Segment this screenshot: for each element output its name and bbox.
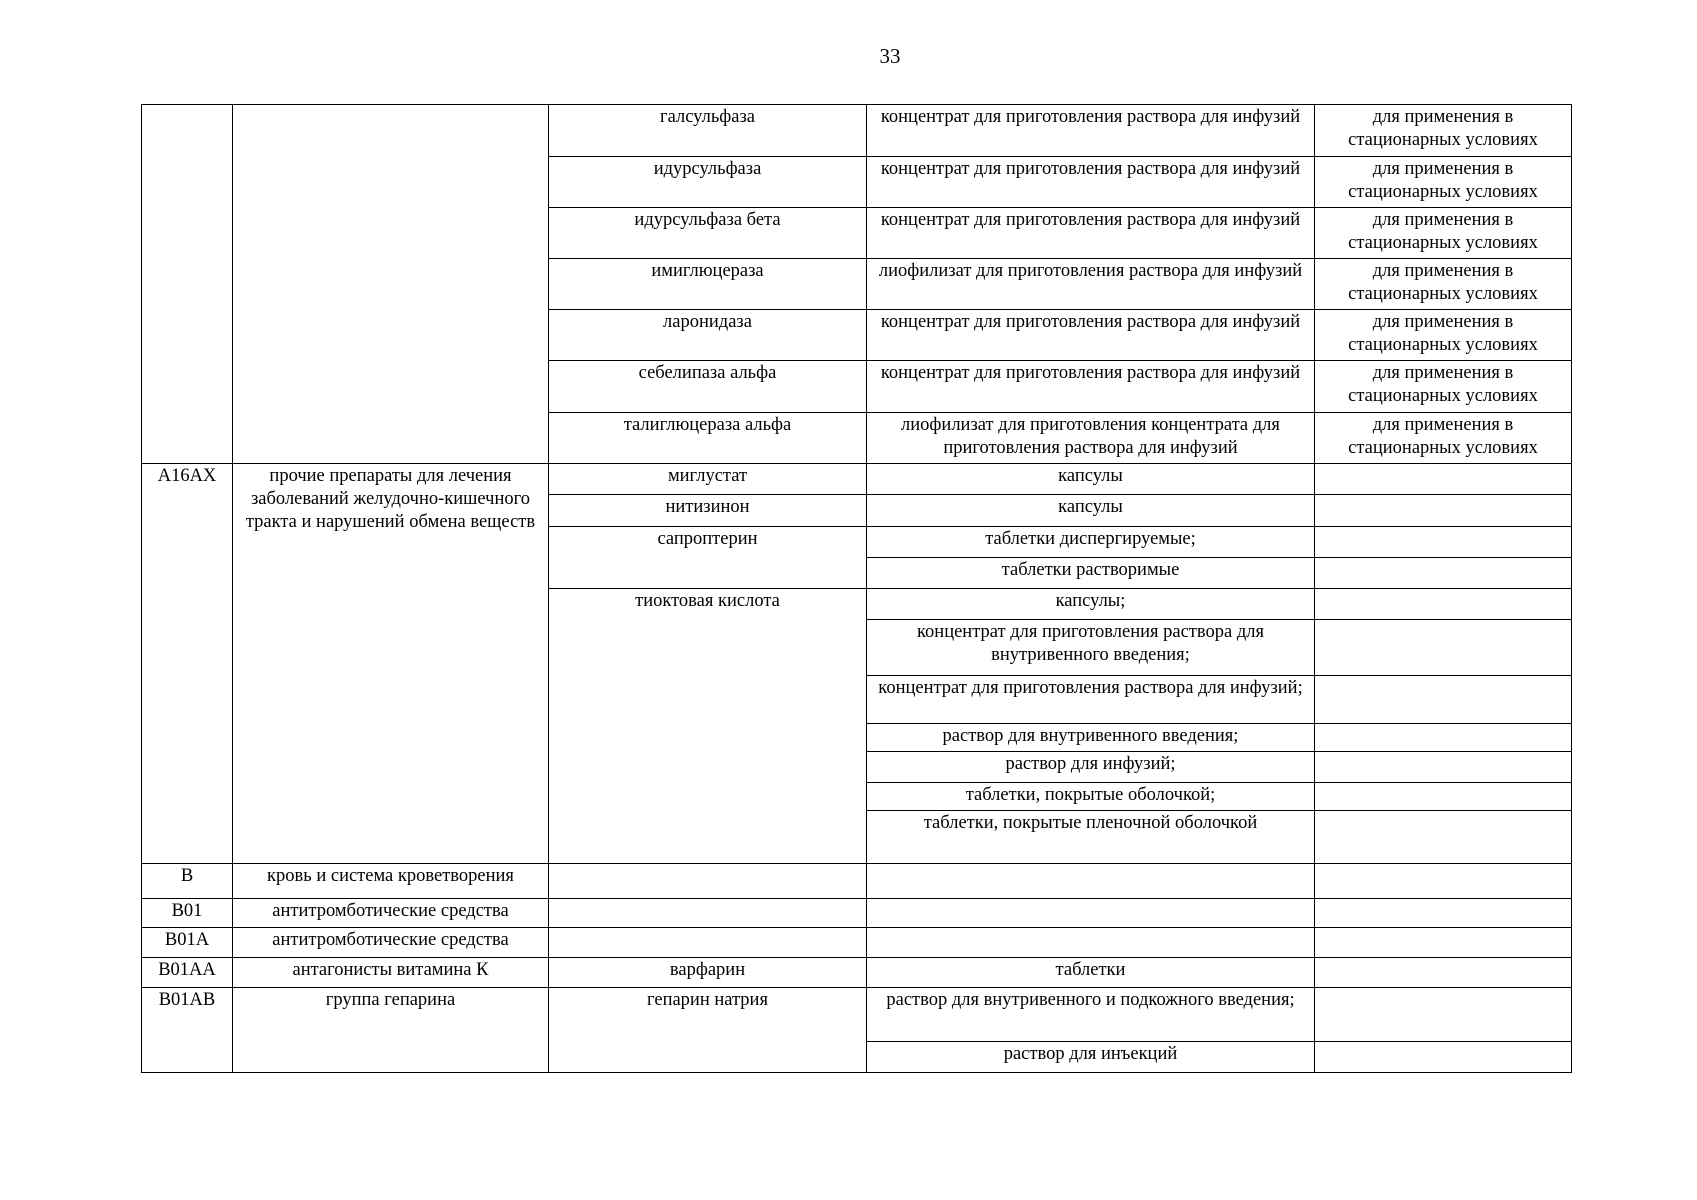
group-name-cell: антитромботические средства [233,899,549,928]
usage-note-cell: для применения в стационарных условиях [1315,361,1572,413]
usage-note-cell [1315,864,1572,899]
atc-code-cell [142,105,233,464]
drug-name-cell: нитизинон [549,495,867,527]
dosage-form-cell: таблетки [867,958,1315,988]
drug-name-cell: ларонидаза [549,310,867,361]
drug-name-cell: талиглюцераза альфа [549,413,867,464]
dosage-form-cell: таблетки диспергируемые; [867,527,1315,558]
drug-name-cell: сапроптерин [549,527,867,589]
dosage-form-cell: таблетки, покрытые пленочной оболочкой [867,811,1315,864]
usage-note-cell [1315,589,1572,620]
dosage-form-cell [867,899,1315,928]
drug-name-cell: имиглюцераза [549,259,867,310]
table-row [142,958,1572,988]
drug-name-cell: тиоктовая кислота [549,589,867,864]
dosage-form-cell: концентрат для приготовления раствора для инфузий; [867,676,1315,724]
dosage-form-cell: капсулы [867,495,1315,527]
atc-code-cell: B01AA [142,958,233,988]
dosage-form-cell: лиофилизат для приготовления раствора для инфузий [867,259,1315,310]
usage-note-cell [1315,558,1572,589]
table-row [142,464,1572,495]
drug-name-cell: варфарин [549,958,867,988]
usage-note-cell [1315,464,1572,495]
dosage-form-cell: таблетки растворимые [867,558,1315,589]
table-row [142,928,1572,958]
dosage-form-cell: концентрат для приготовления раствора для инфузий [867,361,1315,413]
atc-code-cell: B01 [142,899,233,928]
dosage-form-cell [867,928,1315,958]
usage-note-cell [1315,988,1572,1042]
usage-note-cell [1315,928,1572,958]
group-name-cell: прочие препараты для лечения заболеваний желудочно-кишечного тракта и нарушений обмена веществ [233,464,549,864]
usage-note-cell [1315,495,1572,527]
group-name-cell [233,105,549,464]
dosage-form-cell: концентрат для приготовления раствора для инфузий [867,157,1315,208]
dosage-form-cell: концентрат для приготовления раствора для инфузий [867,310,1315,361]
drug-name-cell [549,864,867,899]
group-name-cell: группа гепарина [233,988,549,1073]
drug-classification-table [141,104,1572,1073]
drug-name-cell [549,928,867,958]
dosage-form-cell: капсулы [867,464,1315,495]
usage-note-cell: для применения в стационарных условиях [1315,208,1572,259]
atc-code-cell: A16AX [142,464,233,864]
usage-note-cell [1315,724,1572,752]
group-name-cell: антитромботические средства [233,928,549,958]
usage-note-cell: для применения в стационарных условиях [1315,259,1572,310]
table-row [142,105,1572,157]
usage-note-cell: для применения в стационарных условиях [1315,413,1572,464]
dosage-form-cell [867,864,1315,899]
dosage-form-cell: концентрат для приготовления раствора для внутривенного введения; [867,620,1315,676]
atc-code-cell: B01A [142,928,233,958]
usage-note-cell: для применения в стационарных условиях [1315,157,1572,208]
usage-note-cell [1315,899,1572,928]
atc-code-cell: B01AB [142,988,233,1073]
dosage-form-cell: раствор для внутривенного введения; [867,724,1315,752]
dosage-form-cell: концентрат для приготовления раствора для инфузий [867,105,1315,157]
dosage-form-cell: таблетки, покрытые оболочкой; [867,783,1315,811]
usage-note-cell [1315,527,1572,558]
usage-note-cell: для применения в стационарных условиях [1315,105,1572,157]
dosage-form-cell: раствор для инъекций [867,1042,1315,1073]
usage-note-cell [1315,783,1572,811]
drug-name-cell: себелипаза альфа [549,361,867,413]
usage-note-cell [1315,752,1572,783]
page-number: 33 [879,44,901,68]
dosage-form-cell: раствор для внутривенного и подкожного введения; [867,988,1315,1042]
usage-note-cell [1315,958,1572,988]
dosage-form-cell: капсулы; [867,589,1315,620]
usage-note-cell: для применения в стационарных условиях [1315,310,1572,361]
drug-name-cell: миглустат [549,464,867,495]
drug-name-cell: идурсульфаза бета [549,208,867,259]
usage-note-cell [1315,1042,1572,1073]
dosage-form-cell: лиофилизат для приготовления концентрата для приготовления раствора для инфузий [867,413,1315,464]
usage-note-cell [1315,620,1572,676]
drug-name-cell: идурсульфаза [549,157,867,208]
usage-note-cell [1315,811,1572,864]
group-name-cell: антагонисты витамина К [233,958,549,988]
usage-note-cell [1315,676,1572,724]
drug-name-cell: гепарин натрия [549,988,867,1073]
dosage-form-cell: концентрат для приготовления раствора для инфузий [867,208,1315,259]
dosage-form-cell: раствор для инфузий; [867,752,1315,783]
table-row [142,899,1572,928]
drug-name-cell [549,899,867,928]
group-name-cell: кровь и система кроветворения [233,864,549,899]
atc-code-cell: B [142,864,233,899]
table-row [142,988,1572,1042]
table-row [142,864,1572,899]
drug-name-cell: галсульфаза [549,105,867,157]
